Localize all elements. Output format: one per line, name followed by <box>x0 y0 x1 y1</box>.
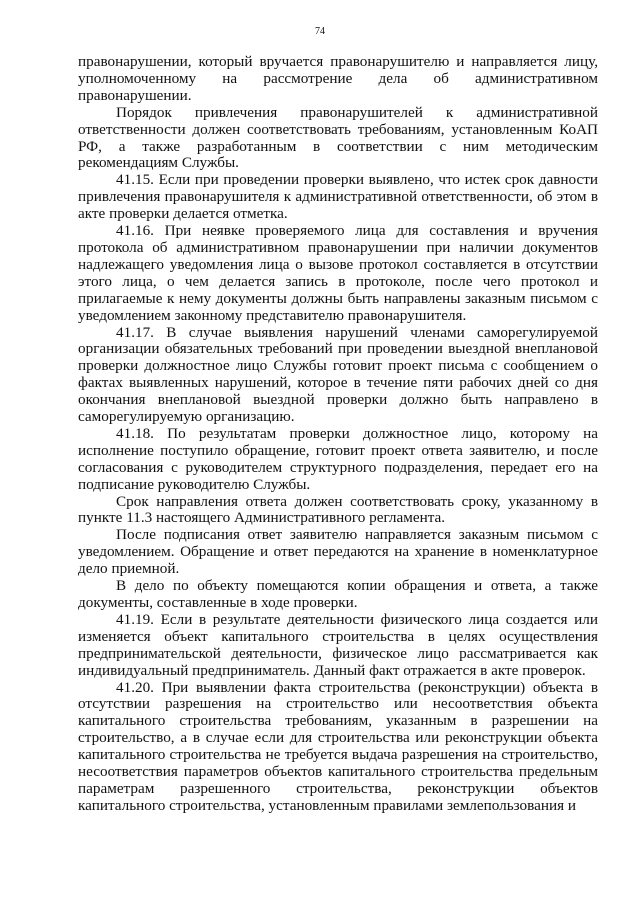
paragraph-after-signing: После подписания ответ заявителю направляется заказным письмом с уведомлением. Обращение и ответ передаются на хранение в номенклатурное дело приемной. <box>78 526 598 578</box>
paragraph-41-19: 41.19. Если в результате деятельности физического лица создается или изменяется объект капитального строительства в целях осуществления предпринимательской деятельности, физическое лицо рассматривается как индивидуальный предприниматель. Данный факт отражается в акте проверок. <box>78 610 598 679</box>
page-number: 74 <box>315 26 325 37</box>
paragraph-41-17: 41.17. В случае выявления нарушений членами саморегулируемой организации обязательных требований при проведении выездной внеплановой проверки должностное лицо Службы готовит проект письма с сообщением о фактах выявленных нарушений, которое в течение пяти рабочих дней со дня окончания внеплановой выездной проверки должно быть направлено в саморегулируемую организацию. <box>78 323 598 426</box>
paragraph-41-20: 41.20. При выявлении факта строительства (реконструкции) объекта в отсутствии разрешения на строительство или несоответствия объекта капитального строительства требованиям, указанным в разрешении на строительство, а в случае если для строительства или реконструкции объекта капитального строительства не требуется выдача разрешения на строительство, несоответствия параметров объектов капитального строительства предельным параметрам разрешенного строительства, реконструкции объектов капитального строительства, установленным правилами землепользования и <box>78 678 598 814</box>
document-body <box>78 54 598 815</box>
paragraph-object-file: В дело по объекту помещаются копии обращения и ответа, а также документы, составленные в ходе проверки. <box>78 577 598 611</box>
paragraph-response-deadline: Срок направления ответа должен соответствовать сроку, указанному в пункте 11.3 настоящего Административного регламента. <box>78 492 598 527</box>
paragraph-41-15: 41.15. Если при проведении проверки выявлено, что истек срок давности привлечения правонарушителя к административной ответственности, об этом в акте проверки делается отметка. <box>78 171 598 223</box>
paragraph-liability-procedure: Порядок привлечения правонарушителей к административной ответственности должен соответствовать требованиям, установленным КоАП РФ, а также разработанным в соответствии с ним методическим рекомендациям Службы. <box>78 103 598 172</box>
paragraph-continuation: правонарушении, который вручается правонарушителю и направляется лицу, уполномоченному на рассмотрение дела об административном правонарушении. <box>78 53 598 104</box>
paragraph-41-16: 41.16. При неявке проверяемого лица для составления и вручения протокола об административном правонарушении при наличии документов надлежащего уведомления лица о вызове протокол составляется в отсутствии этого лица, о чем делается запись в протоколе, после чего протокол и прилагаемые к нему документы должны быть направлены заказным письмом с уведомлением законному представителю правонарушителя. <box>78 222 598 324</box>
paragraph-41-18: 41.18. По результатам проверки должностное лицо, которому на исполнение поступило обращение, готовит проект ответа заявителю, и после согласования с руководителем структурного подразделения, передает его на подписание руководителю Службы. <box>78 424 598 493</box>
